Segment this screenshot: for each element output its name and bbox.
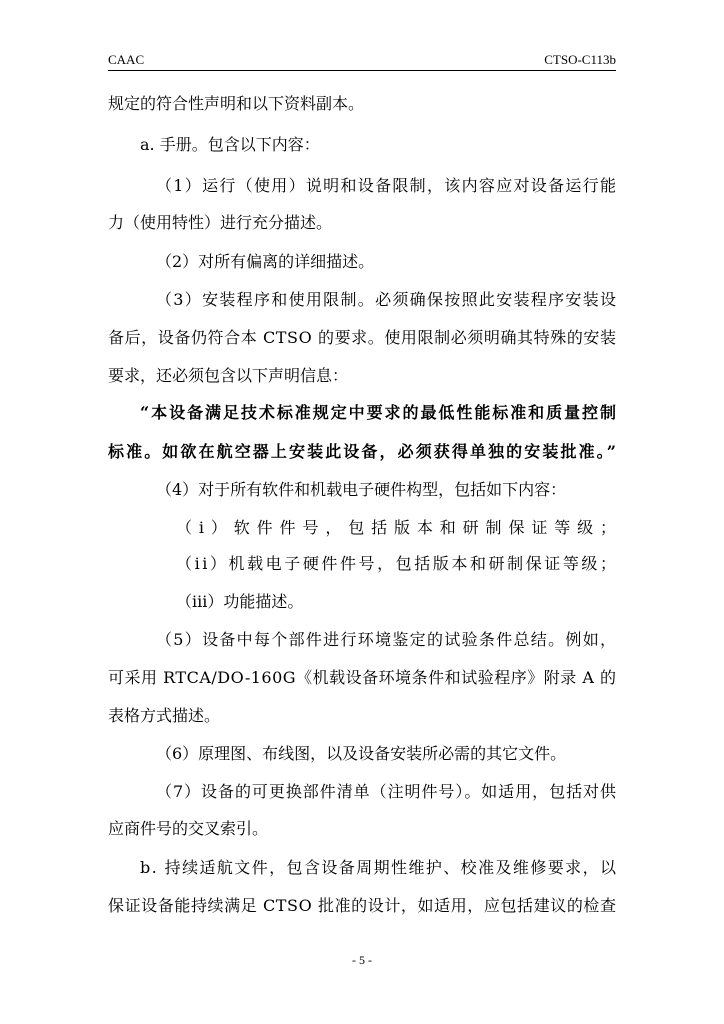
body-line: （7）设备的可更换部件清单（注明件号）。如适用，包括对供 [156, 782, 617, 801]
body-line: 表格方式描述。 [108, 706, 221, 725]
header-org: CAAC [108, 52, 145, 67]
header-rule [108, 70, 616, 71]
body-line-bold: “本设备满足技术标准规定中要求的最低性能标准和质量控制 [140, 403, 618, 422]
body-line: （iii）功能描述。 [176, 592, 304, 611]
body-line: 力（使用特性）进行充分描述。 [108, 213, 333, 232]
body-line: b. 持续适航文件，包含设备周期性维护、校准及维修要求，以 [140, 858, 618, 877]
body-line: （2）对所有偏离的详细描述。 [156, 252, 375, 271]
body-line: （1）运行（使用）说明和设备限制，该内容应对设备运行能 [156, 176, 618, 195]
page-header [108, 52, 616, 68]
body-line: 可采用 RTCA/DO-160G《机载设备环境条件和试验程序》附录 A 的 [108, 668, 617, 687]
header-doc-code: CTSO-C113b [544, 52, 616, 67]
body-line-bold: 标准。如欲在航空器上安装此设备，必须获得单独的安装批准。” [108, 442, 619, 461]
body-line: （ii）机载电子硬件件号，包括版本和研制保证等级； [176, 554, 619, 573]
body-line: 保证设备能持续满足 CTSO 批准的设计，如适用，应包括建议的检查 [108, 896, 617, 915]
page-number: - 5 - [352, 953, 372, 967]
body-line: （6）原理图、布线图，以及设备安装所必需的其它文件。 [156, 744, 567, 763]
body-line: （5）设备中每个部件进行环境鉴定的试验条件总结。例如， [156, 630, 618, 649]
body-line: 应商件号的交叉索引。 [108, 819, 269, 838]
body-line: （i）软件件号，包括版本和研制保证等级； [176, 518, 623, 537]
body-line: 备后，设备仍符合本 CTSO 的要求。使用限制必须明确其特殊的安装 [108, 328, 617, 347]
body-line: （3）安装程序和使用限制。必须确保按照此安装程序安装设 [156, 290, 618, 309]
body-line: 要求，还必须包含以下声明信息： [108, 366, 349, 385]
body-line: 规定的符合性声明和以下资料副本。 [108, 94, 365, 113]
body-line: a. 手册。包含以下内容： [140, 135, 320, 154]
body-line: （4）对于所有软件和机载电子硬件构型，包括如下内容： [156, 480, 567, 499]
